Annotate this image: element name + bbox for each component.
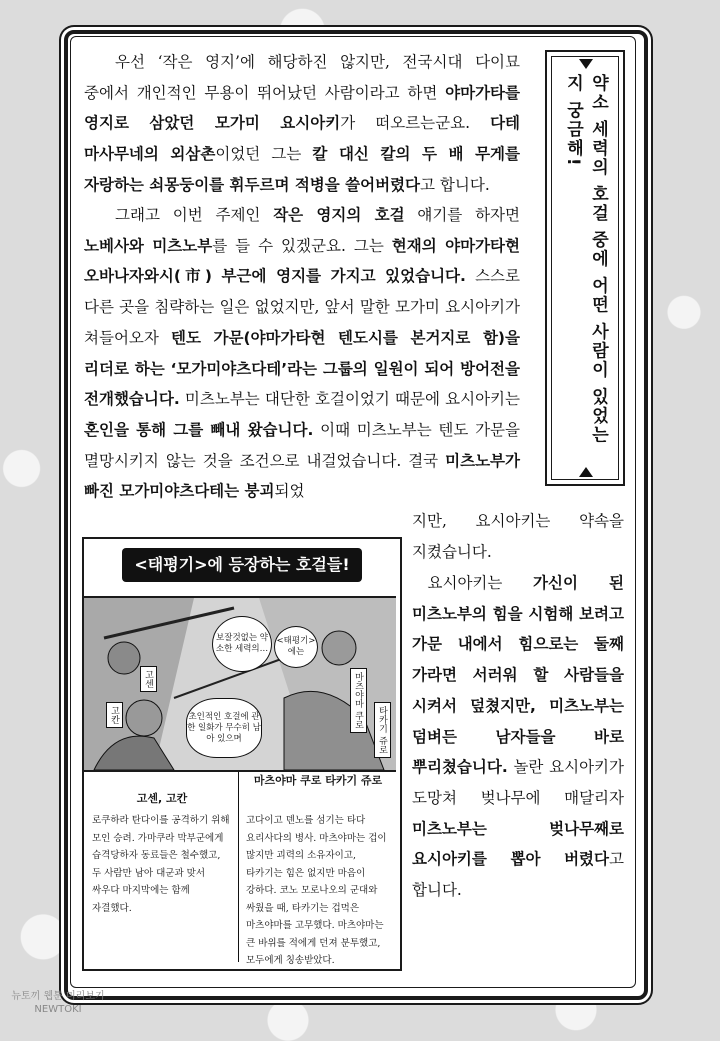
paragraph-2 bbox=[84, 200, 520, 507]
body-text: 되었 bbox=[274, 482, 305, 501]
emphasized-text: 현재의 야마가타현 오바나자와시(市) 부근에 영지를 가지고 있었습니다. bbox=[84, 236, 521, 286]
body-text: 우선 ‘작은 영지’에 해당하진 않지만, 전국시대 다이묘 중에서 개인적인 무용이 뛰어났던 사람이라고 하면 bbox=[84, 53, 520, 102]
body-text: 고 합니다. bbox=[412, 850, 624, 900]
body-text: 를 들 수 있겠군요. 그는 bbox=[212, 236, 392, 255]
paragraph-3 bbox=[412, 568, 624, 906]
name-tag-matsuyama: 마츠야마 쿠로 bbox=[350, 668, 367, 733]
question-text: 약소 세력의 호걸 중에 어떤 사람이 있었는지 궁금해! bbox=[563, 74, 608, 445]
left-column-text: 로쿠하라 탄다이를 공격하기 위해 모인 승려. 가마쿠라 막부군에게 습격당하자 동료들은 철수했고, 두 사람만 남아 대군과 맞서 싸우다 마지막에는 함께 자결했다. bbox=[92, 815, 230, 914]
triangle-up-icon bbox=[579, 467, 593, 477]
paragraph-1 bbox=[84, 47, 520, 201]
speech-bubble-1: 보잘것없는 약소한 세력의… bbox=[212, 616, 272, 672]
emphasized-text: 미츠노부가 빠진 모가미야츠다테는 붕괴 bbox=[84, 451, 520, 501]
emphasized-text: 야마가타를 영지로 삼았던 모가미 요시아키 bbox=[84, 83, 520, 133]
emphasized-text: 가신이 된 미츠노부의 힘을 시험해 보려고 가문 내에서 힘으로는 둘째 가라면 서러워 할 사람들을 시켜서 덮쳤지만, 미츠노부는 덤벼든 남자들을 바로 뿌리쳤습니다. bbox=[412, 574, 624, 777]
body-text: 미츠노부는 대단한 호걸이었기 때문에 요시아키는 bbox=[179, 390, 520, 409]
name-tag-takagi: 타카기 쥬로 bbox=[374, 702, 391, 758]
body-text: 가 떠오르는군요. bbox=[340, 114, 491, 133]
question-sidebar bbox=[545, 50, 625, 486]
right-column-heading: 마츠야마 쿠로 타카기 쥬로 bbox=[253, 774, 383, 787]
triangle-down-icon bbox=[579, 59, 593, 69]
emphasized-text: 노베사와 미츠노부 bbox=[84, 236, 213, 255]
body-text: 얘기를 하자면 bbox=[404, 206, 520, 224]
body-text: 이때 미츠노부는 텐도 가문을 멸망시키지 않는 것을 조건으로 내걸었습니다. 결국 bbox=[84, 420, 521, 470]
emphasized-text: 다테 마사무네의 외삼촌 bbox=[84, 114, 521, 164]
emphasized-text: 작은 영지의 호걸 bbox=[273, 206, 405, 224]
manga-panel bbox=[84, 596, 396, 772]
caption-bubble-3: 초인적인 호걸에 관한 일화가 무수히 남아 있으며 bbox=[186, 698, 262, 758]
emphasized-text: 칼 대신 칼의 두 배 무게를 자랑하는 쇠몽둥이를 휘두르며 적병을 쓸어버렸다 bbox=[84, 145, 520, 194]
emphasized-text: 미츠노부는 벚나무째로 요시아키를 뽑아 버렸다 bbox=[412, 819, 624, 869]
name-tag-gokan: 고칸 bbox=[106, 702, 123, 728]
body-text: 놀란 요시아키가 도망쳐 벚나무에 매달리자 bbox=[412, 758, 624, 807]
paragraph-2-continued bbox=[412, 506, 624, 567]
body-text: 지만, 요시아키는 약속을 지켰습니다. bbox=[412, 512, 624, 561]
name-tag-gosen: 고센 bbox=[140, 666, 157, 692]
emphasized-text: 텐도 가문(야마가타현 텐도시를 본거지로 함)을 리더로 하는 ‘모가미야츠다테’라는 그룹의 일원이 되어 방어전을 전개했습니다. bbox=[84, 328, 520, 409]
watermark: 뉴토끼 웹툰 미리보기 NEWTOKI bbox=[11, 991, 105, 1015]
right-column-text: 고다이고 덴노를 섬기는 타다 요리사다의 병사. 마츠야마는 겁이 많지만 괴력의 소유자이고, 타카기는 힘은 없지만 마음이 강하다. 코노 모로나오의 군대와 싸웠을 때, 타카기는 겁먹은 마츠야마를 고무했다. 마츠야마는 큰 바위를 적에게 던져 분투했고, 모두에게 칭송받았다. bbox=[246, 815, 387, 966]
body-text: 그래고 이번 주제인 bbox=[115, 206, 274, 224]
emphasized-text: 혼인을 통해 그를 빼내 왔습니다. bbox=[84, 420, 314, 439]
body-text: 고 합니다. bbox=[420, 175, 490, 194]
taiheiki-box-title: <태평기>에 등장하는 호걸들! bbox=[122, 548, 362, 582]
body-text: 요시아키는 bbox=[427, 574, 533, 592]
body-text: 스스로 다른 곳을 침략하는 일은 없었지만, 앞서 말한 모가미 요시아키가 쳐들어오자 bbox=[84, 267, 520, 347]
speech-bubble-2: <태평기> 에는 bbox=[274, 626, 318, 668]
body-text: 이었던 그는 bbox=[215, 145, 313, 164]
column-divider bbox=[238, 772, 239, 962]
left-column-heading: 고센, 고칸 bbox=[136, 792, 188, 805]
